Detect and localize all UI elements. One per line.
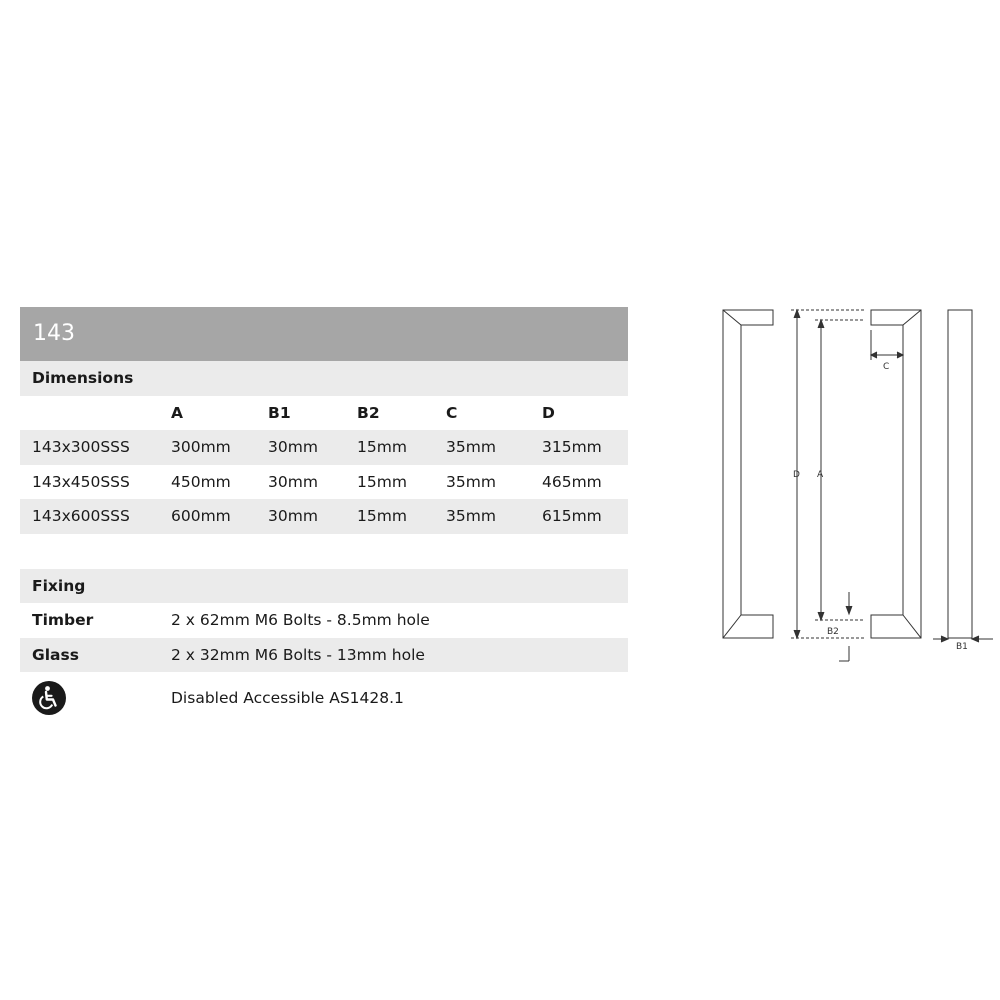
section-spacer bbox=[20, 534, 628, 569]
fixing-row-glass bbox=[20, 638, 628, 673]
accessibility-text: Disabled Accessible AS1428.1 bbox=[171, 689, 404, 707]
fixing-row-timber bbox=[20, 603, 628, 638]
column-header-b1: B1 bbox=[268, 403, 291, 422]
table-row bbox=[20, 465, 628, 500]
label-b2: B2 bbox=[827, 627, 839, 637]
fixing-title: Fixing bbox=[32, 576, 86, 595]
dimensions-column-headers bbox=[20, 396, 628, 431]
table-row bbox=[20, 499, 628, 534]
value-a: 300mm bbox=[171, 438, 231, 456]
label-c: C bbox=[883, 362, 890, 372]
dimension-b2 bbox=[839, 592, 852, 661]
handle-technical-drawing bbox=[715, 300, 995, 670]
left-handle-outline bbox=[723, 310, 773, 638]
right-handle-bevel-top bbox=[903, 310, 921, 325]
table-row bbox=[20, 430, 628, 465]
fixing-value: 2 x 32mm M6 Bolts - 13mm hole bbox=[171, 645, 425, 664]
label-a: A bbox=[817, 470, 824, 480]
column-header-d: D bbox=[542, 403, 555, 422]
value-d: 465mm bbox=[542, 472, 602, 491]
left-handle-bevel-bottom bbox=[723, 615, 741, 638]
right-handle-outline bbox=[871, 310, 921, 638]
label-d: D bbox=[793, 470, 800, 480]
model-code: 143x450SSS bbox=[32, 472, 130, 491]
value-c: 35mm bbox=[446, 472, 496, 491]
value-b1: 30mm bbox=[268, 507, 318, 525]
value-d: 615mm bbox=[542, 507, 602, 525]
column-header-a: A bbox=[171, 403, 183, 422]
dimensions-title: Dimensions bbox=[32, 369, 134, 387]
value-b1: 30mm bbox=[268, 438, 318, 456]
product-code-header: 143 bbox=[20, 307, 628, 361]
value-b1: 30mm bbox=[268, 472, 318, 491]
value-b2: 15mm bbox=[357, 472, 407, 491]
fixing-value: 2 x 62mm M6 Bolts - 8.5mm hole bbox=[171, 611, 430, 629]
value-d: 315mm bbox=[542, 438, 602, 456]
fixing-section-header bbox=[20, 569, 628, 604]
value-c: 35mm bbox=[446, 438, 496, 456]
fixing-label: Glass bbox=[32, 645, 79, 664]
column-header-b2: B2 bbox=[357, 403, 380, 422]
model-code: 143x300SSS bbox=[32, 438, 130, 456]
left-handle-bevel-top bbox=[723, 310, 741, 325]
accessibility-row bbox=[20, 672, 628, 724]
column-header-c: C bbox=[446, 403, 458, 422]
model-code: 143x600SSS bbox=[32, 507, 130, 525]
value-b2: 15mm bbox=[357, 438, 407, 456]
spec-table bbox=[20, 307, 628, 724]
dimension-d bbox=[791, 310, 865, 638]
fixing-label: Timber bbox=[32, 611, 94, 629]
side-profile bbox=[948, 310, 972, 638]
label-b1: B1 bbox=[956, 642, 968, 652]
right-handle-bevel-bottom bbox=[903, 615, 921, 638]
value-a: 600mm bbox=[171, 507, 231, 525]
dimensions-section-header bbox=[20, 361, 628, 396]
value-c: 35mm bbox=[446, 507, 496, 525]
wheelchair-icon bbox=[32, 681, 66, 715]
dimension-c bbox=[871, 330, 903, 360]
value-a: 450mm bbox=[171, 472, 231, 491]
value-b2: 15mm bbox=[357, 507, 407, 525]
